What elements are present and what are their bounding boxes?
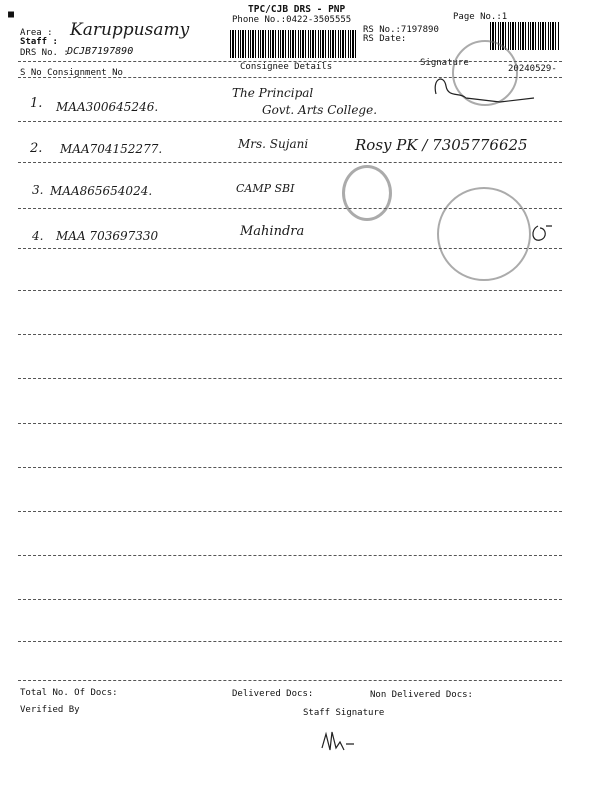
non-delivered-docs-label: Non Delivered Docs:	[370, 690, 473, 700]
consignment-number: MAA704152277.	[60, 142, 163, 156]
row-divider	[18, 423, 562, 424]
rs-date-label: RS Date:	[363, 34, 407, 44]
rs-number: RS No.:7197890	[363, 25, 439, 35]
page-number: Page No.:1	[453, 12, 508, 22]
consignee-name: Mrs. Sujani	[238, 137, 309, 151]
post-office-stamp-3	[437, 187, 531, 281]
date-fragment: 20240529-	[508, 64, 557, 74]
row-divider	[18, 599, 562, 600]
staff-label: Staff :	[20, 37, 58, 47]
row-number: 4.	[32, 229, 44, 243]
row-divider	[18, 511, 562, 512]
drs-number: DCJB7197890	[67, 46, 134, 57]
barcode-left	[230, 30, 357, 58]
row-divider	[18, 248, 562, 249]
staff-signature-scribble	[318, 728, 368, 756]
row-divider	[18, 378, 562, 379]
consignment-number: MAA 703697330	[56, 229, 159, 243]
consignment-number: MAA865654024.	[50, 184, 153, 198]
row-number: 1.	[30, 96, 43, 111]
staff-signature-label: Staff Signature	[303, 708, 385, 718]
total-docs-label: Total No. Of Docs:	[20, 688, 118, 698]
row-divider	[18, 208, 562, 209]
staff-name-handwritten: Karuppusamy	[70, 20, 190, 40]
row-divider	[18, 162, 562, 163]
row-divider	[18, 680, 562, 681]
row-number: 2.	[30, 141, 43, 156]
verified-by-label: Verified By	[20, 705, 80, 715]
signature-scribble-2	[528, 222, 558, 246]
row-divider	[18, 467, 562, 468]
consignment-number: MAA300645246.	[56, 100, 159, 114]
document-title: TPC/CJB DRS - PNP	[248, 4, 346, 15]
drs-label: DRS No. :	[20, 48, 69, 58]
signature-column-header: Signature	[420, 58, 469, 68]
row-divider	[18, 555, 562, 556]
consignee-detail: Govt. Arts College.	[262, 103, 378, 117]
phone-number: Phone No.:0422-3505555	[232, 15, 352, 25]
row-divider	[18, 121, 562, 122]
corner-mark: ■	[8, 9, 15, 20]
consignee-name: The Principal	[232, 86, 314, 100]
signature-scribble-1	[430, 68, 540, 108]
row-divider	[18, 334, 562, 335]
row-number: 3.	[32, 183, 44, 197]
area-label: Area :	[20, 28, 53, 38]
delivered-docs-label: Delivered Docs:	[232, 689, 314, 699]
consignee-name: Mahindra	[240, 224, 305, 239]
recipient-name-phone: Rosy PK / 7305776625	[355, 136, 528, 154]
sno-consignment-column-header: S No Consignment No	[20, 68, 123, 78]
post-office-stamp-2	[342, 165, 392, 221]
consignee-name: CAMP SBI	[236, 182, 295, 195]
row-divider	[18, 641, 562, 642]
consignee-column-header: Consignee Details	[240, 62, 333, 72]
row-divider	[18, 290, 562, 291]
